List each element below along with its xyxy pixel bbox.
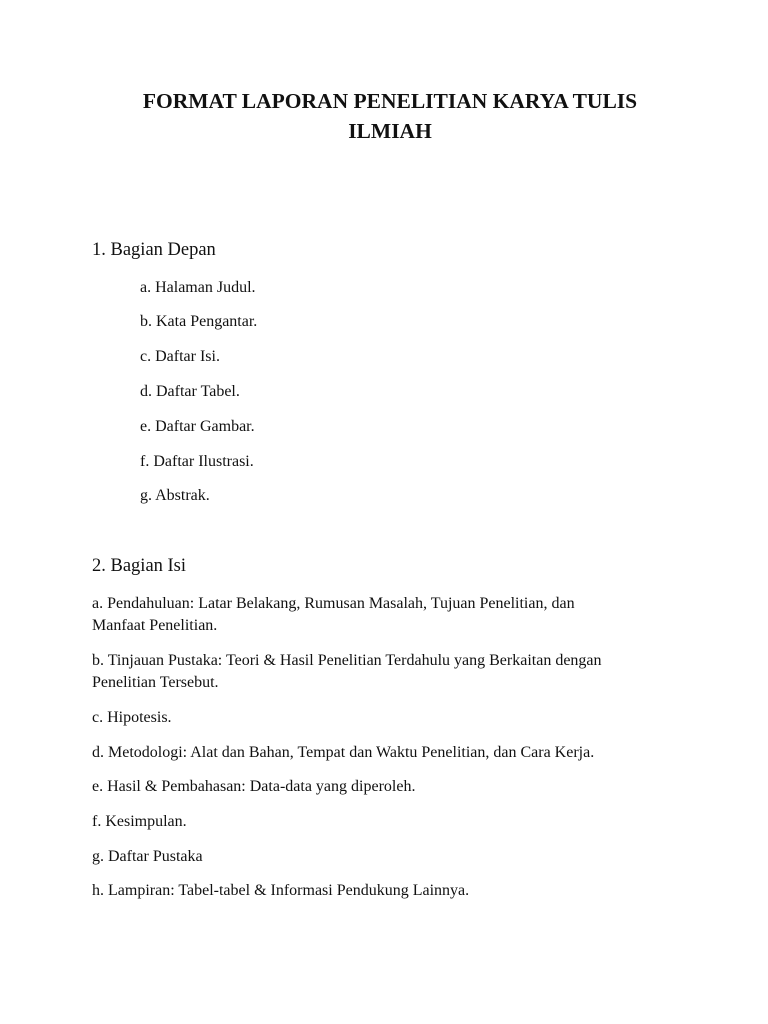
list-item: b. Tinjauan Pustaka: Teori & Hasil Penelitian Terdahulu yang Berkaitan dengan — [92, 652, 602, 669]
document-title — [90, 86, 690, 146]
list-item: g. Abstrak. — [140, 487, 210, 504]
list-item: c. Hipotesis. — [92, 709, 172, 726]
list-item: b. Kata Pengantar. — [140, 313, 258, 330]
list-item: f. Daftar Ilustrasi. — [140, 453, 254, 470]
title-line-2: ILMIAH — [348, 119, 432, 143]
list-item: g. Daftar Pustaka — [92, 848, 203, 865]
list-item: d. Daftar Tabel. — [140, 383, 240, 400]
list-item-continuation: Manfaat Penelitian. — [92, 617, 218, 634]
list-item: e. Daftar Gambar. — [140, 418, 255, 435]
list-item: h. Lampiran: Tabel-tabel & Informasi Pendukung Lainnya. — [92, 882, 470, 899]
title-line-1: FORMAT LAPORAN PENELITIAN KARYA TULIS — [142, 89, 638, 113]
list-item: d. Metodologi: Alat dan Bahan, Tempat dan Waktu Penelitian, dan Cara Kerja. — [92, 744, 595, 761]
list-item: a. Halaman Judul. — [140, 279, 256, 296]
list-item: a. Pendahuluan: Latar Belakang, Rumusan Masalah, Tujuan Penelitian, dan — [92, 595, 575, 612]
section-heading-bagian-depan: 1. Bagian Depan — [92, 240, 216, 260]
list-item-continuation: Penelitian Tersebut. — [92, 674, 219, 691]
list-item: f. Kesimpulan. — [92, 813, 187, 830]
list-item: e. Hasil & Pembahasan: Data-data yang diperoleh. — [92, 778, 416, 795]
list-item: c. Daftar Isi. — [140, 348, 220, 365]
section-heading-bagian-isi: 2. Bagian Isi — [92, 556, 187, 576]
